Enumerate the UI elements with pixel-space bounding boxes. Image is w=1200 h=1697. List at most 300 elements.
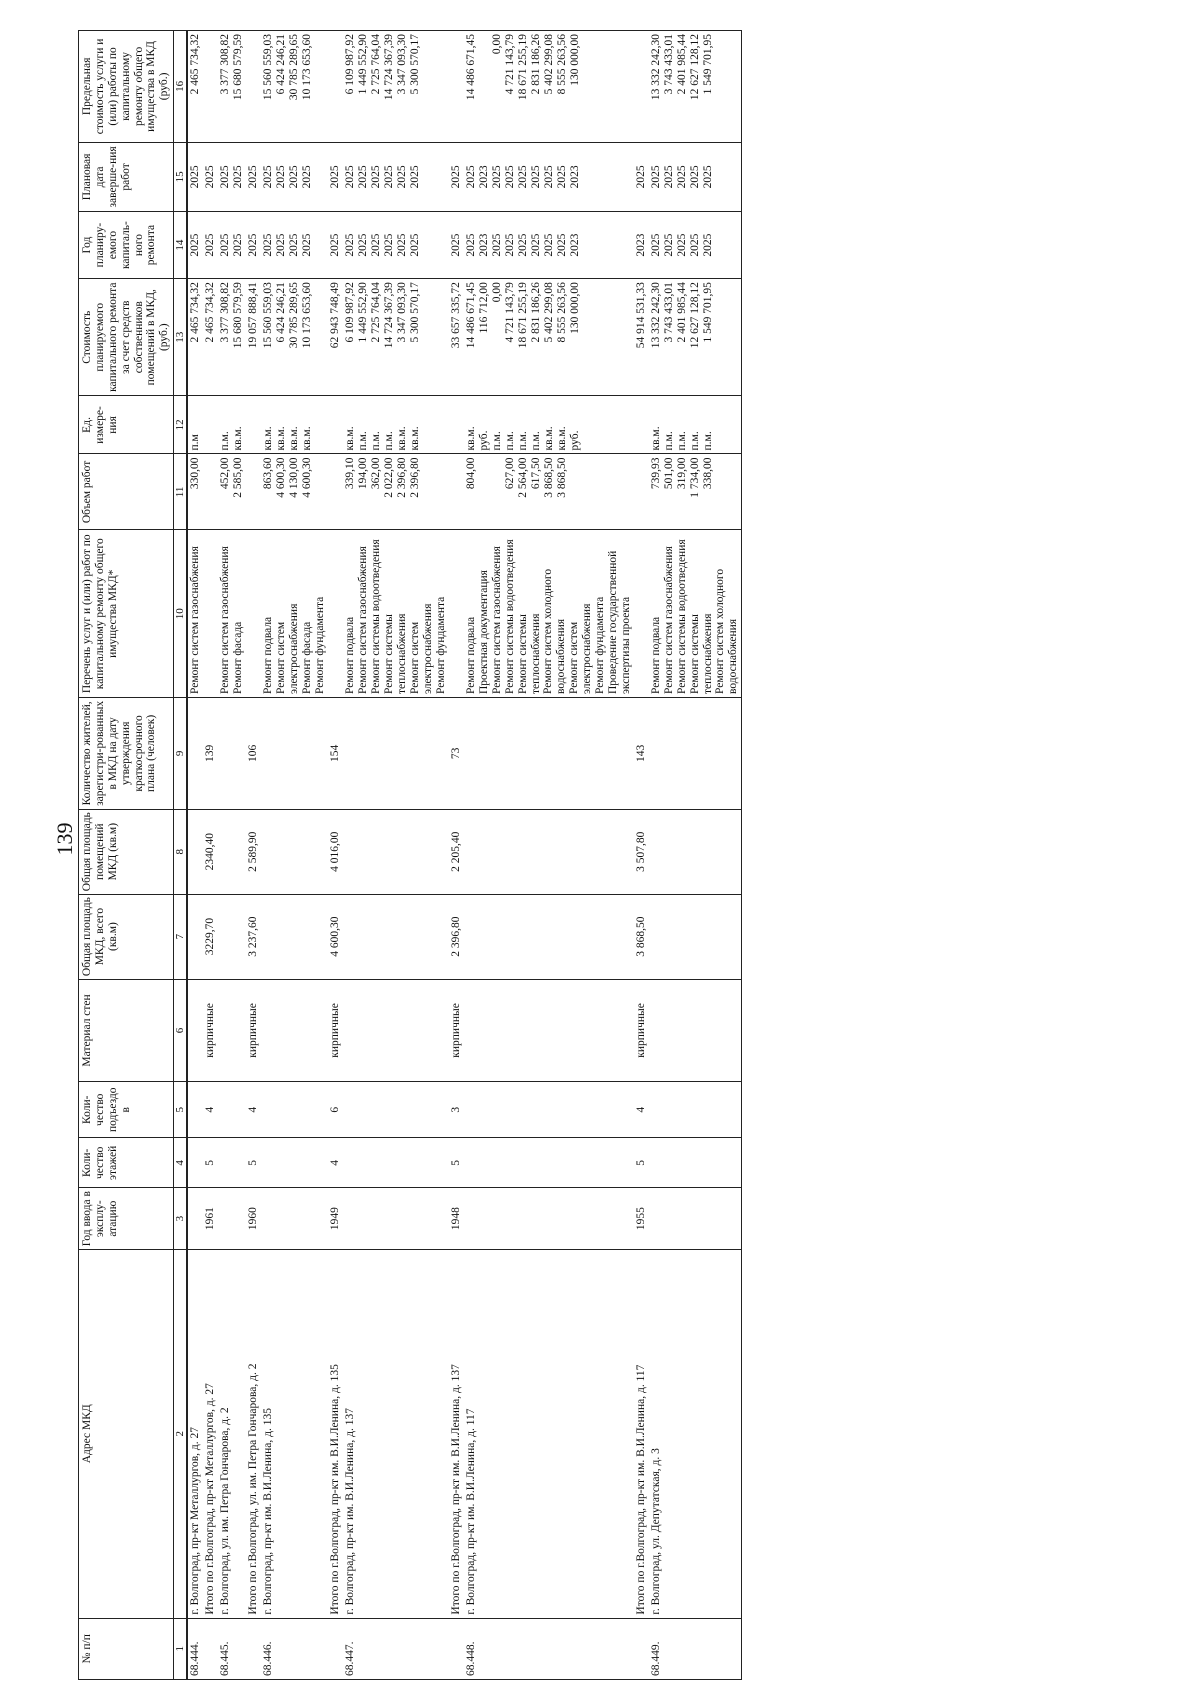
limit-cost-cell [464,31,634,143]
unit: п.м. [357,431,370,451]
floor-count: 5 [634,1138,649,1188]
row-number [634,1618,649,1679]
cost: 15 560 559,03 [262,282,275,349]
end-date-cell [464,142,634,211]
column-header: Объем работ [79,454,174,530]
total-area [343,894,449,979]
unit: кв.м. [288,426,301,451]
rooms-area: 2 589,90 [246,809,261,894]
floor-count [218,1138,246,1188]
work-volume-cell [649,454,742,530]
cost-cell [343,279,449,396]
entrance-count [464,1082,634,1138]
cost: 2 401 985,44 [675,282,688,343]
planned-year-cell [634,212,649,279]
cost: 2 465 734,32 [204,282,217,343]
wall-material [218,979,246,1082]
rooms-area [343,809,449,894]
cost-cell [634,279,649,396]
planned-year: 2025 [464,233,477,257]
planned-year: 2025 [409,233,422,257]
cost: 0,00 [490,282,503,303]
work-volume: 2 396,80 [409,457,422,498]
planned-year: 2023 [568,233,581,257]
entrance-count: 3 [449,1082,464,1138]
work-item: Ремонт подвала [262,616,275,695]
end-date: 2023 [568,165,581,189]
entrance-count [218,1082,246,1138]
residents-count [649,698,742,810]
unit: кв.м. [344,426,357,451]
year-built: 1949 [328,1188,343,1249]
address: г. Волгоград, пр-кт им. В.И.Ленина, д. 137 [343,1249,449,1618]
limit-cost: 3 743 433,01 [662,34,675,95]
work-volume-cell [449,454,464,530]
end-date-cell [203,142,218,211]
table-row [218,31,246,1680]
planned-year: 2025 [329,233,342,257]
work-item: Ремонт системы водоотведения [370,539,383,695]
work-item: Проектная документация [477,570,490,695]
table-body [187,31,741,1680]
end-date-cell [261,142,328,211]
unit: п.м. [529,431,542,451]
work-item-cell [449,530,464,698]
total-area [218,894,246,979]
work-volume: 4 600,30 [301,457,314,498]
unit: кв.м. [301,426,314,451]
end-date-cell [343,142,449,211]
cost: 3 347 093,30 [396,282,409,343]
limit-cost: 5 300 570,17 [409,34,422,95]
planned-year: 2025 [301,233,314,257]
end-date: 2025 [675,165,688,189]
work-volume: 330,00 [189,457,202,490]
wall-material: кирпичные [246,979,261,1082]
limit-cost-cell [246,31,261,143]
work-item: Ремонт системы теплоснабжения [516,613,542,695]
planned-year: 2025 [688,233,701,257]
work-item: Ремонт систем холодного водоснабжения [542,568,568,695]
work-item: Ремонт подвала [344,616,357,695]
planned-year: 2025 [649,233,662,257]
cost: 14 724 367,39 [383,282,396,349]
total-area: 3 237,60 [246,894,261,979]
planned-year: 2025 [542,233,555,257]
unit: п.м [189,434,202,451]
planned-year-cell [246,212,261,279]
limit-cost: 130 000,00 [568,34,581,86]
rotated-page [78,20,1178,1680]
work-volume-cell [218,454,246,530]
year-built [464,1188,634,1249]
wall-material: кирпичные [203,979,218,1082]
column-number: 6 [174,979,188,1082]
planned-year: 2025 [490,233,503,257]
work-item-cell [203,530,218,698]
column-header: Общая площадь МКД, всего (кв.м) [79,894,174,979]
limit-cost: 2 465 734,32 [189,34,202,95]
end-date: 2023 [477,165,490,189]
cost: 130 000,00 [568,282,581,334]
column-header: Ед. измере-ния [79,396,174,454]
column-header: Плановая дата заверше-ния работ [79,142,174,211]
limit-cost-cell [187,31,203,143]
limit-cost: 8 555 263,56 [555,34,568,95]
planned-year: 2025 [189,233,202,257]
unit-cell [328,396,343,454]
end-date: 2025 [503,165,516,189]
work-item: Ремонт систем газоснабжения [357,546,370,695]
work-volume-cell [246,454,261,530]
work-item: Ремонт систем электроснабжения [408,603,434,695]
cost: 3 743 433,01 [662,282,675,343]
work-item-cell [246,530,261,698]
column-header: № п/п [79,1618,174,1679]
column-header: Материал стен [79,979,174,1082]
row-number: 68.448. [464,1618,634,1679]
column-number: 8 [174,809,188,894]
entrance-count [649,1082,742,1138]
work-item: Ремонт систем электроснабжения [275,603,301,695]
entrance-count [343,1082,449,1138]
row-number: 68.447. [343,1618,449,1679]
header-row [79,31,174,1680]
end-date-cell [218,142,246,211]
work-item: Ремонт систем газоснабжения [490,546,503,695]
wall-material: кирпичные [328,979,343,1082]
wall-material [649,979,742,1082]
row-number: 68.445. [218,1618,246,1679]
planned-year-cell [328,212,343,279]
end-date: 2025 [204,165,217,189]
work-item-cell [343,530,449,698]
unit-cell [464,396,634,454]
work-volume-cell [343,454,449,530]
rooms-area: 3 507,80 [634,809,649,894]
planned-year-cell [649,212,742,279]
planned-year-cell [261,212,328,279]
work-item: Ремонт систем газоснабжения [219,546,232,695]
planned-year: 2025 [555,233,568,257]
column-header: Количество жителей, зарегистри-рованных в МКД на дату утверждения краткосрочного плана (человек) [79,698,174,810]
work-volume: 338,00 [701,457,714,490]
column-header: Общая площадь помещений МКД (кв.м) [79,809,174,894]
residents-count [187,698,203,810]
end-date: 2025 [275,165,288,189]
residents-count [343,698,449,810]
end-date: 2025 [634,165,647,189]
end-date-cell [449,142,464,211]
row-number [246,1618,261,1679]
unit: кв.м. [649,426,662,451]
limit-cost: 4 721 143,79 [503,34,516,95]
limit-cost-cell [328,31,343,143]
unit-cell [261,396,328,454]
work-volume: 617,50 [529,457,542,490]
year-built: 1955 [634,1188,649,1249]
table-row [328,31,343,1680]
column-header: Коли-чество этажей [79,1138,174,1188]
work-item-cell [649,530,742,698]
work-volume: 3 868,50 [555,457,568,498]
work-item: Ремонт фундамента [593,596,606,695]
work-volume: 319,00 [675,457,688,490]
unit-cell [649,396,742,454]
unit: п.м. [675,431,688,451]
floor-count: 5 [246,1138,261,1188]
rooms-area: 4 016,00 [328,809,343,894]
column-number: 9 [174,698,188,810]
entrance-count: 6 [328,1082,343,1138]
work-item: Ремонт фасада [232,621,245,695]
cost: 62 943 748,49 [329,282,342,349]
planned-year: 2025 [516,233,529,257]
column-number: 5 [174,1082,188,1138]
address: г. Волгоград, ул. им. Петра Гончарова, д. 2 [218,1249,246,1618]
end-date: 2025 [516,165,529,189]
work-volume: 452,00 [219,457,232,490]
work-item: Ремонт фундамента [434,596,447,695]
limit-cost: 0,00 [490,34,503,55]
cost-cell [246,279,261,396]
work-item-cell [261,530,328,698]
unit: п.м. [688,431,701,451]
unit-cell [218,396,246,454]
cost-cell [203,279,218,396]
work-item: Ремонт фасада [301,621,314,695]
row-number [328,1618,343,1679]
work-volume: 4 130,00 [288,457,301,498]
planned-year: 2025 [370,233,383,257]
work-item: Ремонт систем холодного водоснабжения [714,568,740,695]
planned-year-cell [203,212,218,279]
column-number: 4 [174,1138,188,1188]
unit: п.м. [503,431,516,451]
floor-count [464,1138,634,1188]
end-date: 2025 [262,165,275,189]
unit: кв.м. [262,426,275,451]
floor-count [261,1138,328,1188]
table-row [464,31,634,1680]
end-date: 2025 [288,165,301,189]
unit: п.м. [662,431,675,451]
planned-year: 2025 [396,233,409,257]
total-area [187,894,203,979]
work-item: Проведение государственной экспертизы проекта [606,550,632,695]
unit-cell [634,396,649,454]
limit-cost-cell [634,31,649,143]
column-header: Адрес МКД [79,1249,174,1618]
cost-cell [218,279,246,396]
limit-cost-cell [261,31,328,143]
unit: п.м. [370,431,383,451]
end-date: 2025 [529,165,542,189]
table-row [634,31,649,1680]
limit-cost: 30 785 289,65 [288,34,301,101]
cost: 33 657 335,72 [449,282,462,349]
row-number [449,1618,464,1679]
page-number: 139 [52,822,77,856]
planned-year-cell [187,212,203,279]
column-number: 10 [174,530,188,698]
cost: 2 465 734,32 [189,282,202,343]
cost-cell [649,279,742,396]
limit-cost-cell [449,31,464,143]
limit-cost: 5 402 299,08 [542,34,555,95]
row-number [203,1618,218,1679]
planned-year-cell [218,212,246,279]
work-item: Ремонт фундамента [314,596,327,695]
planned-year: 2025 [344,233,357,257]
work-volume: 2 585,00 [232,457,245,498]
unit: кв.м. [409,426,422,451]
total-area: 3229,70 [203,894,218,979]
cost: 15 680 579,59 [232,282,245,349]
work-item-cell [218,530,246,698]
unit: руб. [477,430,490,451]
end-date-cell [328,142,343,211]
cost: 30 785 289,65 [288,282,301,349]
column-header: Стоимость планируемого капитального ремонта за счет средств собственников помещений в МКД, (руб.) [79,279,174,396]
year-built [649,1188,742,1249]
limit-cost: 2 725 764,04 [370,34,383,95]
table-row [649,31,742,1680]
limit-cost: 3 347 093,30 [396,34,409,95]
year-built [261,1188,328,1249]
end-date: 2025 [555,165,568,189]
work-volume: 739,93 [649,457,662,490]
work-volume [478,457,491,526]
planned-year: 2025 [275,233,288,257]
work-item: Ремонт систем газоснабжения [662,546,675,695]
cost: 18 671 255,19 [516,282,529,349]
end-date: 2025 [344,165,357,189]
cost: 13 332 242,30 [649,282,662,349]
planned-year: 2025 [232,233,245,257]
cost: 5 402 299,08 [542,282,555,343]
limit-cost: 2 401 985,44 [675,34,688,95]
total-area: 4 600,30 [328,894,343,979]
rooms-area [261,809,328,894]
work-item-cell [464,530,634,698]
work-volume: 863,60 [262,457,275,490]
end-date: 2025 [688,165,701,189]
entrance-count: 4 [203,1082,218,1138]
end-date: 2025 [219,165,232,189]
total-area: 2 396,80 [449,894,464,979]
unit: п.м. [383,431,396,451]
work-volume-cell [187,454,203,530]
cost: 6 424 246,21 [275,282,288,343]
floor-count [649,1138,742,1188]
column-number: 12 [174,396,188,454]
work-volume-cell [464,454,634,530]
cost: 8 555 263,56 [555,282,568,343]
cost: 4 721 143,79 [503,282,516,343]
limit-cost: 1 549 701,95 [701,34,714,95]
residents-count [218,698,246,810]
end-date: 2025 [701,165,714,189]
unit-cell [246,396,261,454]
end-date: 2025 [370,165,383,189]
address: г. Волгоград, пр-кт Металлургов, д. 27 [187,1249,203,1618]
work-volume-cell [203,454,218,530]
unit: п.м. [490,431,503,451]
entrance-count: 4 [634,1082,649,1138]
work-volume: 3 868,50 [542,457,555,498]
cost: 3 377 308,82 [219,282,232,343]
unit: руб. [568,430,581,451]
end-date: 2025 [542,165,555,189]
year-built [218,1188,246,1249]
work-volume: 4 600,30 [275,457,288,498]
unit: п.м. [219,431,232,451]
wall-material [343,979,449,1082]
unit-cell [203,396,218,454]
address: Итого по г.Волгоград, ул. им. Петра Гончарова, д. 2 [246,1249,261,1618]
cost: 12 627 128,12 [688,282,701,349]
work-volume: 2 022,00 [383,457,396,498]
cost-cell [187,279,203,396]
column-header: Коли-чество подъездо в [79,1082,174,1138]
cost: 10 173 653,60 [301,282,314,349]
end-date-cell [649,142,742,211]
work-item: Ремонт подвала [464,616,477,695]
unit-cell [343,396,449,454]
work-item: Ремонт систем электроснабжения [568,603,594,695]
wall-material [261,979,328,1082]
end-date: 2025 [383,165,396,189]
unit-cell [449,396,464,454]
table-row [187,31,203,1680]
floor-count [343,1138,449,1188]
address: Итого по г.Волгоград, пр-кт им. В.И.Ленина, д. 137 [449,1249,464,1618]
column-number: 11 [174,454,188,530]
column-number-row [174,31,188,1680]
column-number: 3 [174,1188,188,1249]
column-number: 1 [174,1618,188,1679]
residents-count: 139 [203,698,218,810]
floor-count: 5 [449,1138,464,1188]
row-number: 68.446. [261,1618,328,1679]
wall-material [464,979,634,1082]
unit-cell [187,396,203,454]
planned-year-cell [464,212,634,279]
limit-cost: 2 831 186,26 [529,34,542,95]
year-built [187,1188,203,1249]
address: г. Волгоград, ул. Депутатская, д. 3 [649,1249,742,1618]
column-header: Предельная стоимость услуги и (или) работы по капитальному ремонту общего имущества в МКД (руб.) [79,31,174,143]
column-header: Год ввода в эксплу-атацию [79,1188,174,1249]
end-date: 2025 [301,165,314,189]
planned-year: 2023 [634,233,647,257]
residents-count: 106 [246,698,261,810]
end-date: 2025 [649,165,662,189]
total-area [464,894,634,979]
end-date: 2025 [329,165,342,189]
cost: 2 831 186,26 [529,282,542,343]
planned-year: 2025 [701,233,714,257]
work-volume: 804,00 [464,457,477,490]
planned-year: 2025 [383,233,396,257]
column-number: 7 [174,894,188,979]
cost-cell [449,279,464,396]
unit: кв.м. [396,426,409,451]
residents-count [464,698,634,810]
address: г. Волгоград, пр-кт им. В.И.Ленина, д. 135 [261,1249,328,1618]
year-built: 1948 [449,1188,464,1249]
